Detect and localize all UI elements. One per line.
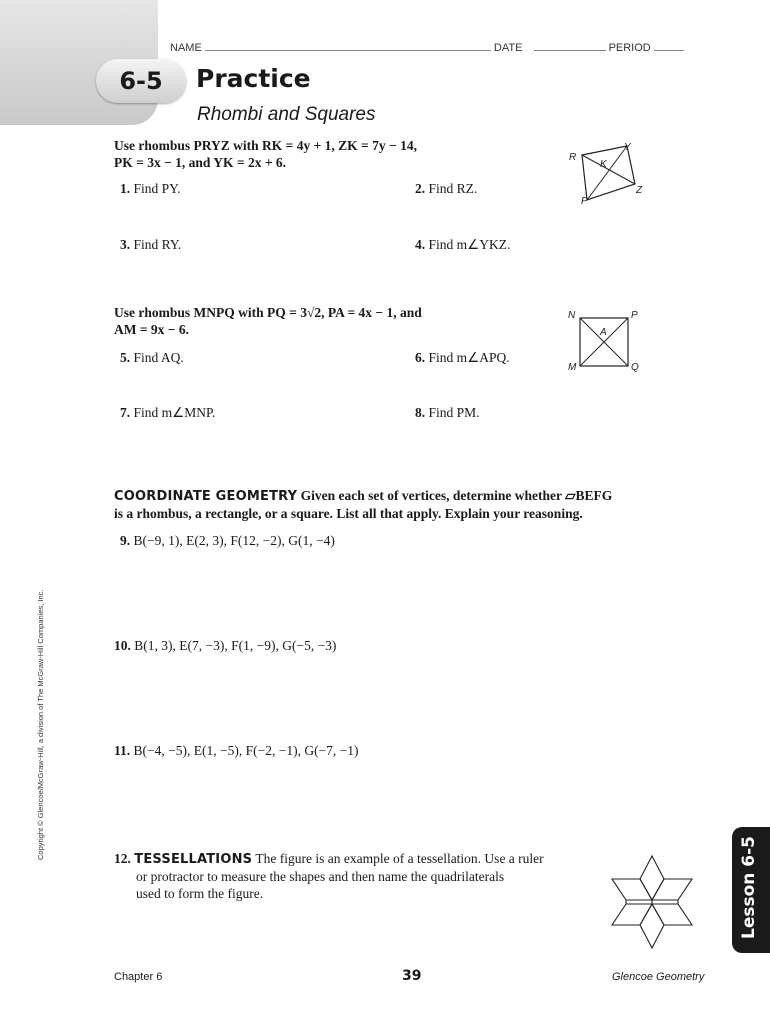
instruction-line2: is a rhombus, a rectangle, or a square. List all that apply. Explain your reasoning.	[114, 506, 583, 521]
question-number: 3.	[120, 237, 131, 252]
question-text: B(1, 3), E(7, −3), F(1, −9), G(−5, −3)	[134, 638, 337, 653]
period-label: PERIOD	[608, 42, 651, 54]
vertex-label-m: M	[568, 362, 577, 373]
rhombus-bottom	[640, 904, 664, 948]
center-bar-right	[652, 900, 678, 904]
date-blank[interactable]	[534, 41, 606, 51]
question-1	[120, 181, 181, 197]
question-11	[114, 743, 359, 759]
lesson-number: 6-5	[119, 67, 163, 95]
question-12	[114, 850, 544, 902]
lesson-number-badge	[96, 59, 186, 103]
question-text: Find PM.	[428, 405, 480, 420]
footer-book-title: Glencoe Geometry	[612, 971, 705, 983]
question-10	[114, 638, 336, 654]
vertex-label-p: P	[631, 310, 638, 321]
rhombus-lower-left	[612, 904, 652, 925]
page-title: Practice	[196, 64, 311, 93]
part1-intro-line2: PK = 3x − 1, and YK = 2x + 6.	[114, 155, 287, 170]
center-label-k: K	[600, 159, 607, 170]
section-heading: COORDINATE GEOMETRY	[114, 489, 298, 504]
tessellation-line2: or protractor to measure the shapes and then name the quadrilaterals	[136, 869, 505, 884]
student-info-line	[170, 41, 684, 54]
rhombus-upper-right	[652, 879, 692, 900]
footer-page-number: 39	[402, 968, 422, 984]
rhombus-upper-left	[612, 879, 652, 900]
coordinate-instructions	[114, 487, 714, 522]
question-text: Find m∠MNP.	[133, 405, 216, 420]
question-3	[120, 237, 181, 253]
question-text: Find PY.	[133, 181, 181, 196]
question-number: 8.	[415, 405, 426, 420]
question-text: Find AQ.	[133, 350, 184, 365]
rhombus-mnpq-figure	[562, 304, 652, 376]
diagonal-rz	[582, 155, 635, 184]
question-text: Find RZ.	[428, 181, 478, 196]
date-label: DATE	[493, 42, 523, 54]
question-7	[120, 405, 215, 421]
tessellation-line1: The figure is an example of a tessellation. Use a ruler	[255, 851, 544, 866]
rhombus-lower-right	[652, 904, 692, 925]
question-number: 1.	[120, 181, 131, 196]
question-number: 12.	[114, 851, 131, 866]
question-text: Find m∠YKZ.	[428, 237, 511, 252]
question-text: B(−4, −5), E(1, −5), F(−2, −1), G(−7, −1)	[133, 743, 359, 758]
footer-chapter: Chapter 6	[114, 971, 163, 983]
center-bar-left	[626, 900, 652, 904]
part2-intro	[114, 304, 422, 338]
question-2	[415, 181, 477, 197]
question-text: Find m∠APQ.	[428, 350, 510, 365]
question-number: 6.	[415, 350, 426, 365]
center-label-a: A	[600, 327, 607, 338]
question-number: 9.	[120, 533, 131, 548]
diagonal-py	[587, 146, 627, 200]
question-number: 4.	[415, 237, 426, 252]
part2-intro-line1: Use rhombus MNPQ with PQ = 3√2, PA = 4x − 1, and	[114, 305, 422, 320]
part2-intro-line2: AM = 9x − 6.	[114, 322, 190, 337]
vertex-label-q: Q	[631, 362, 639, 373]
question-4	[415, 237, 510, 253]
page-subtitle: Rhombi and Squares	[197, 104, 376, 125]
name-label: NAME	[170, 42, 202, 54]
question-number: 7.	[120, 405, 131, 420]
rhombus-pryz-figure	[560, 138, 660, 210]
vertex-label-p: P	[581, 196, 588, 207]
instruction-line1: Given each set of vertices, determine whether ▱BEFG	[300, 488, 613, 503]
tessellation-star	[612, 856, 692, 948]
part1-intro	[114, 137, 417, 171]
lesson-tab	[732, 827, 770, 953]
rhombus-top	[640, 856, 664, 900]
vertex-label-r: R	[569, 152, 577, 163]
question-number: 11.	[114, 743, 131, 758]
lesson-tab-label: Lesson 6-5	[739, 835, 759, 939]
question-6	[415, 350, 510, 366]
tessellation-figure	[602, 852, 702, 952]
tessellation-line3: used to form the figure.	[136, 886, 264, 901]
question-text: Find RY.	[133, 237, 182, 252]
side-copyright: Copyright © Glencoe/McGraw-Hill, a division of The McGraw-Hill Companies, Inc.	[36, 589, 45, 860]
section-heading: TESSELLATIONS	[134, 852, 253, 867]
period-blank[interactable]	[654, 41, 684, 51]
question-text: B(−9, 1), E(2, 3), F(12, −2), G(1, −4)	[133, 533, 335, 548]
question-5	[120, 350, 184, 366]
question-8	[415, 405, 480, 421]
part1-intro-line1: Use rhombus PRYZ with RK = 4y + 1, ZK = 7y − 14,	[114, 138, 417, 153]
name-blank[interactable]	[205, 41, 491, 51]
question-number: 10.	[114, 638, 131, 653]
rhombus-pryz-outline	[582, 146, 635, 200]
vertex-label-z: Z	[636, 185, 643, 196]
question-number: 5.	[120, 350, 131, 365]
vertex-label-y: Y	[624, 142, 631, 153]
question-9	[120, 533, 335, 549]
question-number: 2.	[415, 181, 426, 196]
vertex-label-n: N	[568, 310, 576, 321]
